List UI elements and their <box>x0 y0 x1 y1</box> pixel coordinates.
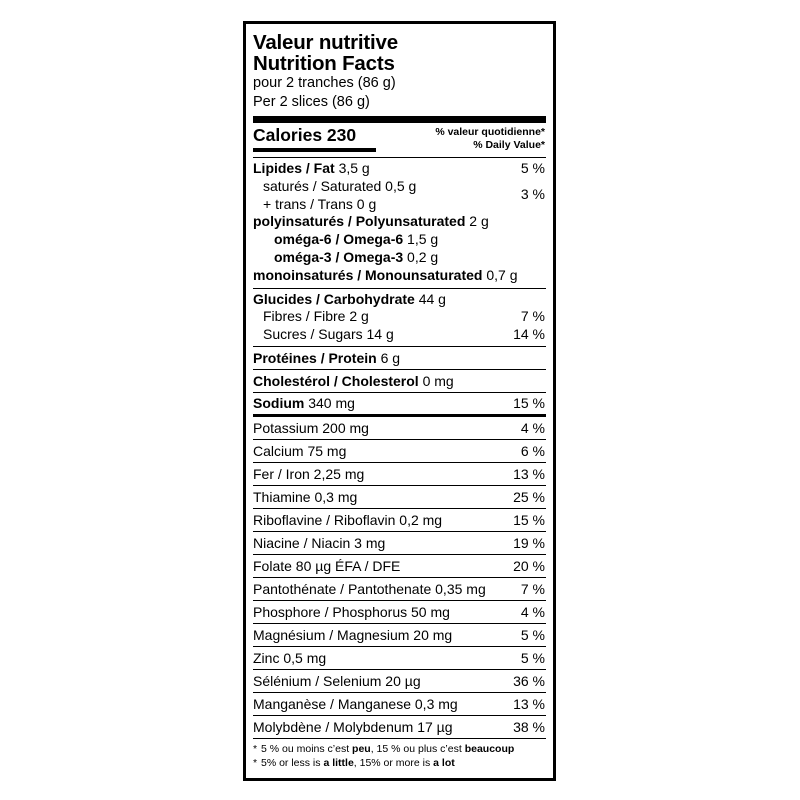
mineral-label: Pantothénate / Pantothenate 0,35 mg <box>253 580 486 597</box>
mineral-label: Thiamine 0,3 mg <box>253 488 358 505</box>
fat-block <box>253 158 546 288</box>
footnote-text: , 15% or more is <box>353 756 434 769</box>
mineral-label: Phosphore / Phosphorus 50 mg <box>253 603 450 620</box>
mono-label: monoinsaturés / Monounsaturated <box>253 266 483 283</box>
footnote-emphasis: a lot <box>433 756 455 769</box>
cholesterol-row <box>253 370 546 392</box>
carb-amount: 44 g <box>418 290 446 307</box>
mineral-pct: 4 % <box>520 603 545 620</box>
saturated-row: saturés / Saturated 0,5 g <box>263 177 417 194</box>
mineral-pct: 25 % <box>513 488 545 505</box>
mineral-label: Zinc 0,5 mg <box>253 649 327 666</box>
nutrition-facts-label <box>243 21 556 781</box>
mineral-label: Magnésium / Magnesium 20 mg <box>253 626 453 643</box>
mineral-pct: 7 % <box>520 580 545 597</box>
footnote-fr <box>253 742 546 756</box>
protein-label: Protéines / Protein <box>253 349 377 366</box>
sodium-row <box>253 393 546 414</box>
calories-label: Calories 230 <box>253 125 357 145</box>
sodium-amount: 340 mg <box>308 394 355 411</box>
footnote-text: , 15 % ou plus c’est <box>370 742 465 755</box>
cholesterol-amount: 0 mg <box>422 372 454 389</box>
fibre-pct: 7 % <box>520 308 545 325</box>
mineral-row <box>253 532 546 555</box>
carb-label: Glucides / Carbohydrate <box>253 290 415 307</box>
omega6-row <box>253 231 546 249</box>
mineral-pct: 38 % <box>513 718 545 735</box>
mineral-pct: 15 % <box>513 511 545 528</box>
mineral-pct: 13 % <box>513 695 545 712</box>
fat-label: Lipides / Fat <box>253 160 335 176</box>
protein-amount: 6 g <box>380 349 401 366</box>
sugars-label: Sucres / Sugars 14 g <box>263 326 394 343</box>
fat-row <box>253 160 546 178</box>
mineral-row <box>253 670 546 693</box>
mineral-row <box>253 417 546 440</box>
carb-row <box>253 291 546 309</box>
serving-size-en: Per 2 slices (86 g) <box>253 94 370 110</box>
daily-value-header <box>435 126 545 152</box>
sugars-pct: 14 % <box>513 326 545 343</box>
mineral-label: Molybdène / Molybdenum 17 µg <box>253 718 453 735</box>
footnote-emphasis: beaucoup <box>464 742 515 755</box>
omega3-amount: 0,2 g <box>407 248 439 265</box>
trans-row: + trans / Trans 0 g <box>263 195 377 212</box>
mono-amount: 0,7 g <box>486 266 518 283</box>
footnote-star: * <box>253 742 258 755</box>
sugars-row <box>253 326 546 344</box>
mineral-row <box>253 647 546 670</box>
footnote-emphasis: peu <box>352 742 371 755</box>
daily-value-header-en: % Daily Value* <box>473 139 545 151</box>
mineral-row <box>253 624 546 647</box>
mineral-label: Calcium 75 mg <box>253 442 347 459</box>
mineral-label: Folate 80 µg ÉFA / DFE <box>253 557 401 574</box>
carb-block <box>253 289 546 346</box>
fat-amount: 3,5 g <box>338 160 370 176</box>
sodium-pct: 15 % <box>513 394 545 411</box>
mineral-label: Riboflavine / Riboflavin 0,2 mg <box>253 511 443 528</box>
mineral-label: Niacine / Niacin 3 mg <box>253 534 386 551</box>
mineral-pct: 5 % <box>520 649 545 666</box>
footnote-text: 5 % ou moins c’est <box>261 742 353 755</box>
omega3-row <box>253 249 546 267</box>
mineral-row <box>253 440 546 463</box>
mineral-row <box>253 486 546 509</box>
poly-row <box>253 213 546 231</box>
title-fr: Valeur nutritive <box>253 31 398 54</box>
daily-value-header-fr: % valeur quotidienne* <box>435 126 545 138</box>
calories-row <box>253 123 546 157</box>
mineral-row <box>253 555 546 578</box>
mineral-row <box>253 601 546 624</box>
fat-pct: 5 % <box>520 160 545 176</box>
sat-trans-pct: 3 % <box>520 186 545 202</box>
mineral-label: Sélénium / Selenium 20 µg <box>253 672 421 689</box>
mineral-pct: 13 % <box>513 465 545 482</box>
minerals-list <box>253 417 546 739</box>
protein-row <box>253 347 546 369</box>
mineral-pct: 6 % <box>520 442 545 459</box>
mineral-pct: 5 % <box>520 626 545 643</box>
serving-size-fr: pour 2 tranches (86 g) <box>253 75 396 91</box>
mineral-label: Manganèse / Manganese 0,3 mg <box>253 695 458 712</box>
poly-amount: 2 g <box>469 213 489 230</box>
mineral-label: Potassium 200 mg <box>253 419 369 436</box>
mineral-pct: 36 % <box>513 672 545 689</box>
mineral-row <box>253 693 546 716</box>
footnote-en <box>253 756 546 770</box>
mineral-row <box>253 716 546 739</box>
omega3-label: oméga-3 / Omega-3 <box>274 248 404 265</box>
cholesterol-label: Cholestérol / Cholesterol <box>253 372 419 389</box>
footnote-star: * <box>253 756 258 769</box>
poly-label: polyinsaturés / Polyunsaturated <box>253 213 466 230</box>
mineral-label: Fer / Iron 2,25 mg <box>253 465 365 482</box>
omega6-amount: 1,5 g <box>407 231 439 248</box>
mineral-pct: 4 % <box>520 419 545 436</box>
footnote-emphasis: a little <box>323 756 354 769</box>
fibre-row <box>253 308 546 326</box>
omega6-label: oméga-6 / Omega-6 <box>274 231 404 248</box>
mineral-row <box>253 578 546 601</box>
calories-underline <box>253 148 376 152</box>
footnote-text: 5% or less is <box>261 756 324 769</box>
mineral-pct: 19 % <box>513 534 545 551</box>
mineral-pct: 20 % <box>513 557 545 574</box>
fibre-label: Fibres / Fibre 2 g <box>263 308 369 325</box>
thick-divider <box>253 116 546 123</box>
mineral-row <box>253 463 546 486</box>
mineral-row <box>253 509 546 532</box>
mono-row <box>253 267 546 285</box>
title-en: Nutrition Facts <box>253 52 395 75</box>
sodium-label: Sodium <box>253 394 305 411</box>
